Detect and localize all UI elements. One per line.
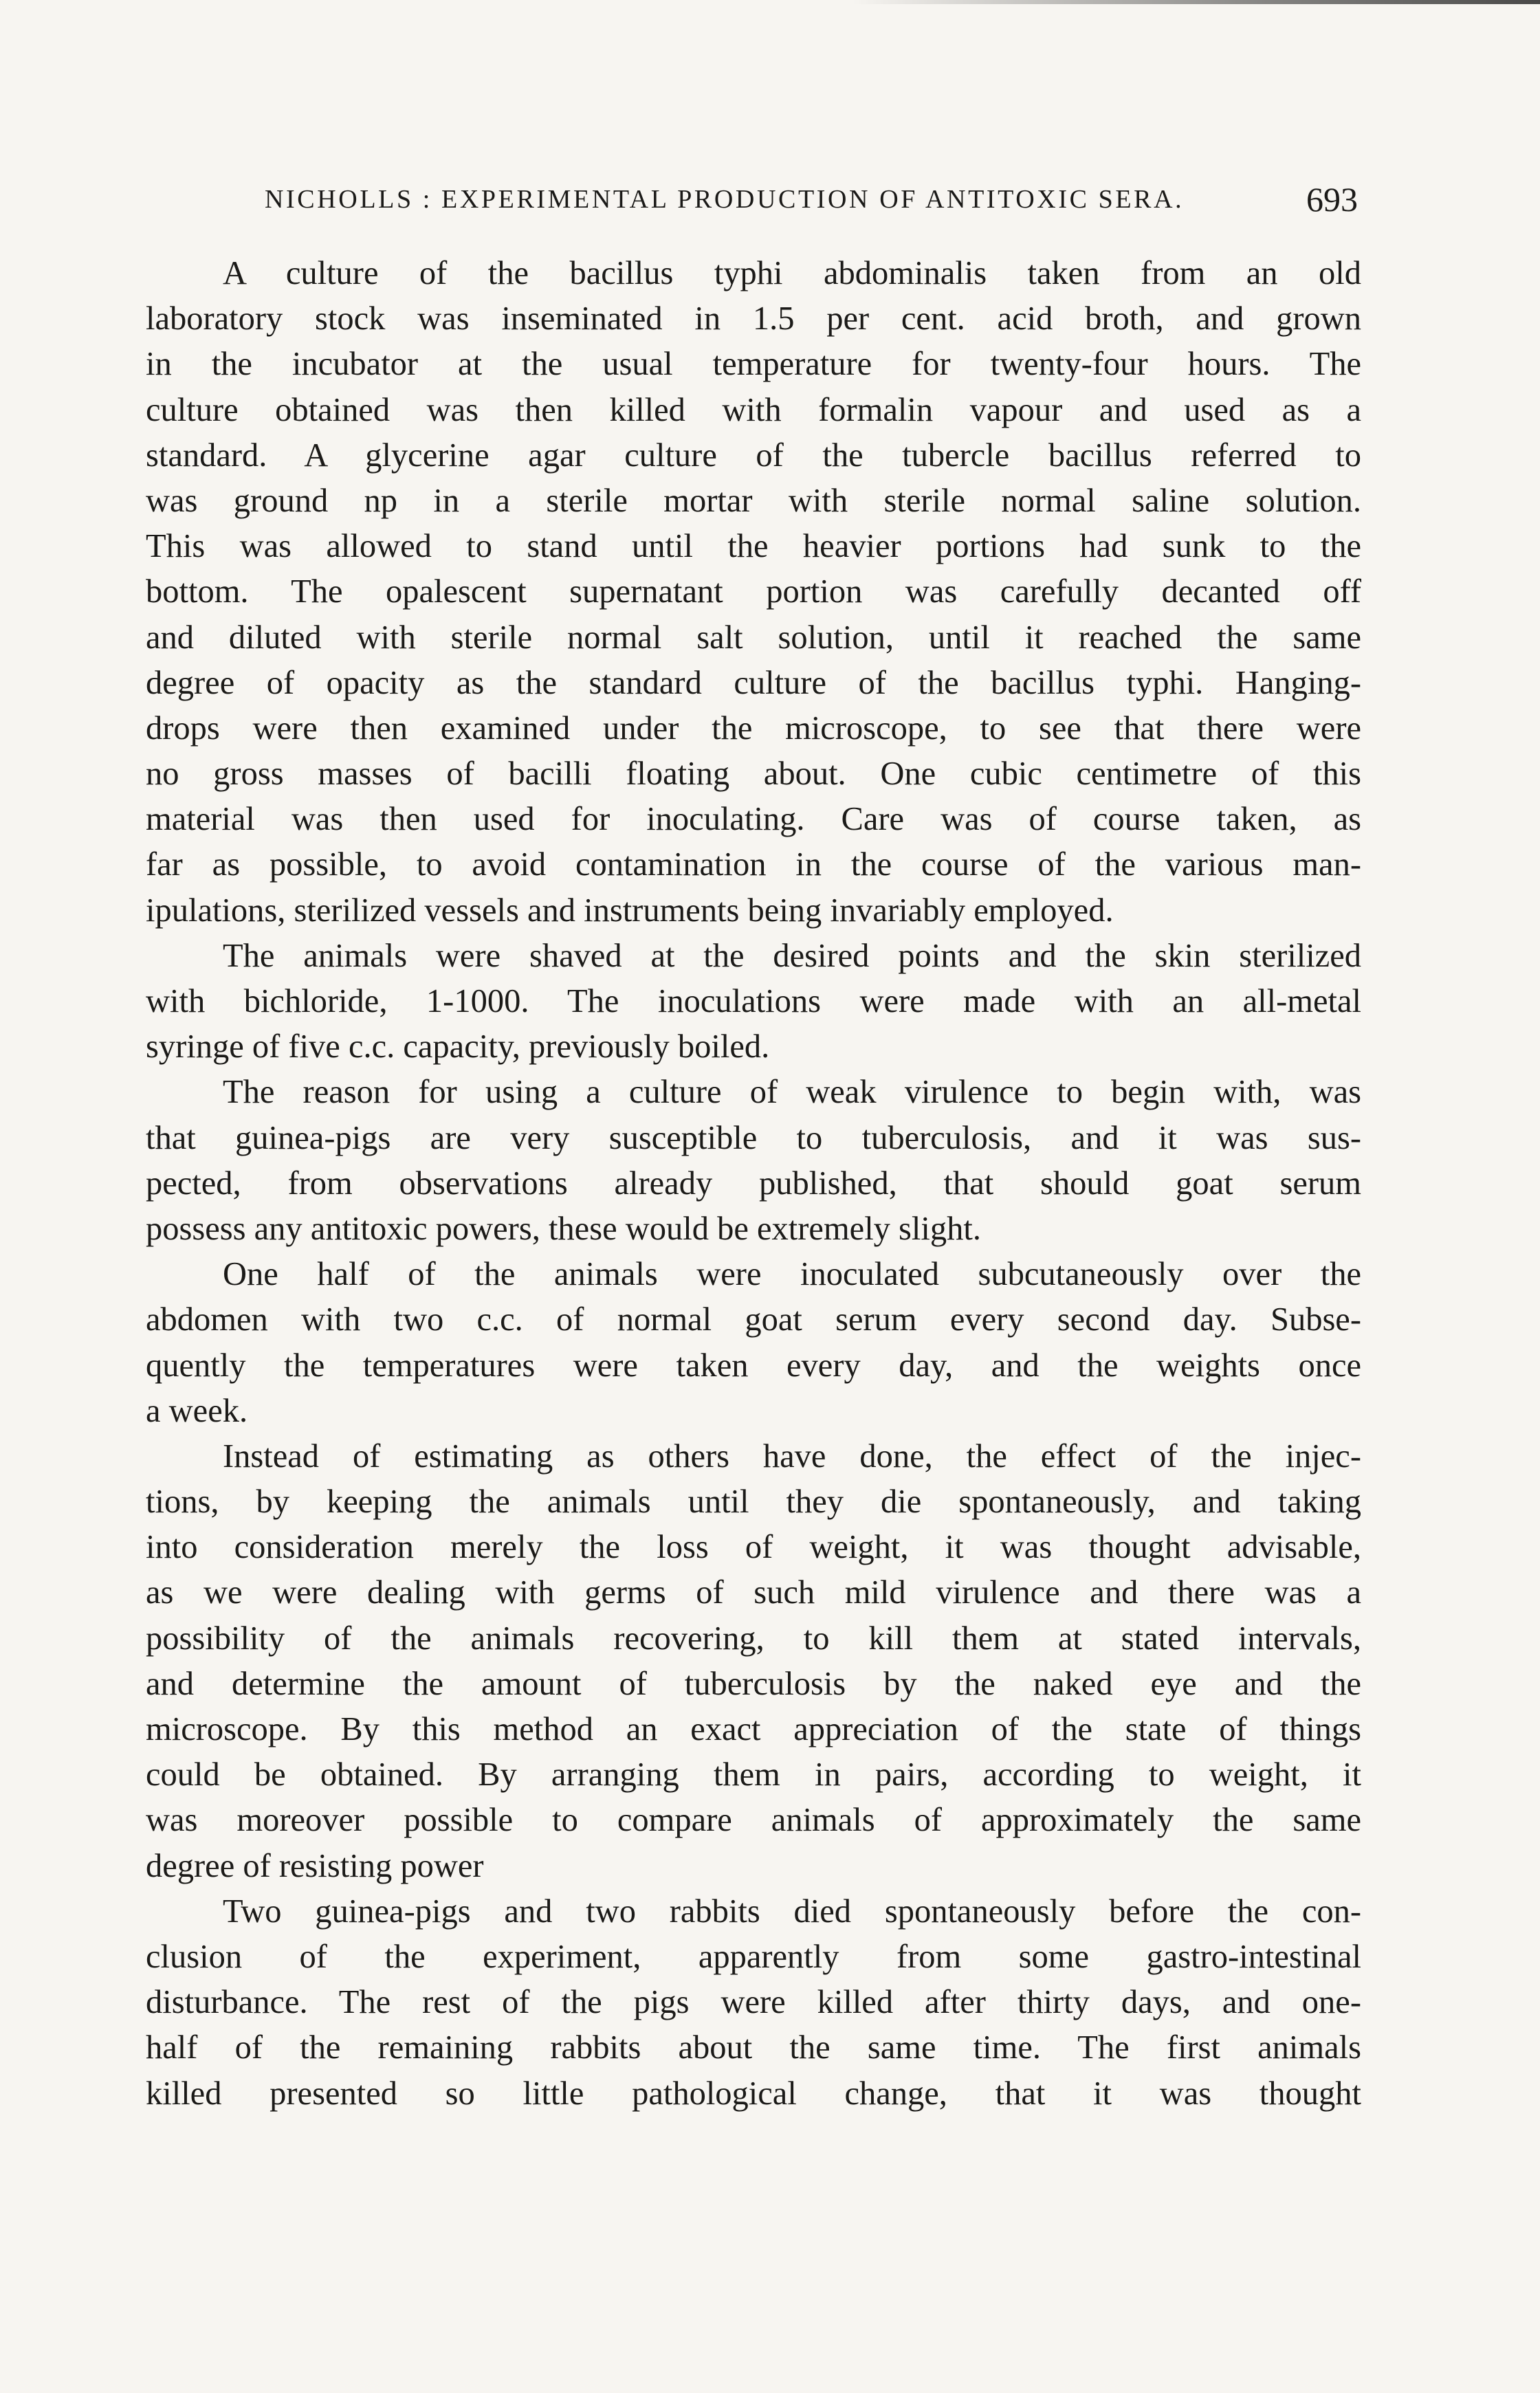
text-line: into consideration merely the loss of weight, it was thought advisable, [146,1529,1361,1566]
paragraph [146,1434,1361,1889]
text-line: no gross masses of bacilli floating about. One cubic centimetre of this [146,756,1361,793]
text-line: culture obtained was then killed with formalin vapour and used as a [146,391,1361,428]
paragraph [146,251,1361,934]
text-line: The animals were shaved at the desired points and the skin sterilized [223,937,1361,974]
text-line: tions, by keeping the animals until they die spontaneously, and taking [146,1484,1361,1521]
text-line: This was allowed to stand until the heavier portions had sunk to the [146,528,1361,565]
text-line: abdomen with two c.c. of normal goat serum every second day. Subse- [146,1301,1361,1338]
text-line: bottom. The opalescent supernatant portion was carefully decanted off [146,573,1361,610]
text-line: in the incubator at the usual temperature for twenty-four hours. The [146,346,1361,383]
text-line: with bichloride, 1-1000. The inoculations were made with an all-metal [146,983,1361,1019]
body-text [146,251,1361,2117]
text-line: could be obtained. By arranging them in pairs, according to weight, it [146,1756,1361,1794]
scan-border-shadow [852,0,1540,4]
text-line: drops were then examined under the microscope, to see that there were [146,709,1361,747]
text-line: ipulations, sterilized vessels and instruments being invariably employed. [146,892,1114,929]
text-line: A culture of the bacillus typhi abdominalis taken from an old [223,255,1361,291]
text-line: that guinea-pigs are very susceptible to tuberculosis, and it was sus- [146,1119,1361,1156]
text-line: laboratory stock was inseminated in 1.5 per cent. acid broth, and grown [146,300,1361,338]
paragraph [146,1070,1361,1252]
text-line: pected, from observations already published, that should goat serum [146,1165,1361,1202]
text-line: standard. A glycerine agar culture of the tubercle bacillus referred to [146,437,1361,474]
text-line: was moreover possible to compare animals of approximately the same [146,1802,1361,1839]
text-line: The reason for using a culture of weak virulence to begin with, was [223,1074,1361,1111]
text-line: disturbance. The rest of the pigs were killed after thirty days, and one- [146,1984,1361,2021]
page-number: 693 [1306,180,1358,219]
text-line: degree of resisting power [146,1847,484,1884]
text-line: Two guinea-pigs and two rabbits died spontaneously before the con- [223,1893,1361,1930]
text-line: quently the temperatures were taken every day, and the weights once [146,1347,1361,1384]
text-line: far as possible, to avoid contamination in the course of the various man- [146,846,1361,883]
text-line: microscope. By this method an exact appreciation of the state of things [146,1711,1361,1747]
paragraph [146,934,1361,1070]
text-line: and diluted with sterile normal salt solution, until it reached the same [146,619,1361,656]
running-header [265,179,1358,220]
text-line: and determine the amount of tuberculosis by the naked eye and the [146,1665,1361,1702]
paragraph [146,1889,1361,2117]
text-line: clusion of the experiment, apparently from some gastro-intestinal [146,1938,1361,1975]
text-line: a week. [146,1392,248,1429]
text-line: was ground np in a sterile mortar with sterile normal saline solution. [146,482,1361,519]
text-line: as we were dealing with germs of such mild virulence and there was a [146,1574,1361,1611]
text-line: killed presented so little pathological change, that it was thought [146,2075,1361,2112]
text-line: half of the remaining rabbits about the same time. The first animals [146,2029,1361,2066]
text-line: Instead of estimating as others have done, the effect of the injec- [223,1437,1361,1475]
running-title: NICHOLLS : EXPERIMENTAL PRODUCTION OF ANTITOXIC SERA. [265,185,1185,214]
text-line: One half of the animals were inoculated subcutaneously over the [223,1256,1361,1293]
text-line: possibility of the animals recovering, to kill them at stated intervals, [146,1620,1361,1657]
text-line: material was then used for inoculating. Care was of course taken, as [146,801,1361,838]
paragraph [146,1252,1361,1434]
text-line: possess any antitoxic powers, these would be extremely slight. [146,1210,981,1247]
text-line: degree of opacity as the standard culture of the bacillus typhi. Hanging- [146,664,1361,701]
text-line: syringe of five c.c. capacity, previously boiled. [146,1028,770,1066]
